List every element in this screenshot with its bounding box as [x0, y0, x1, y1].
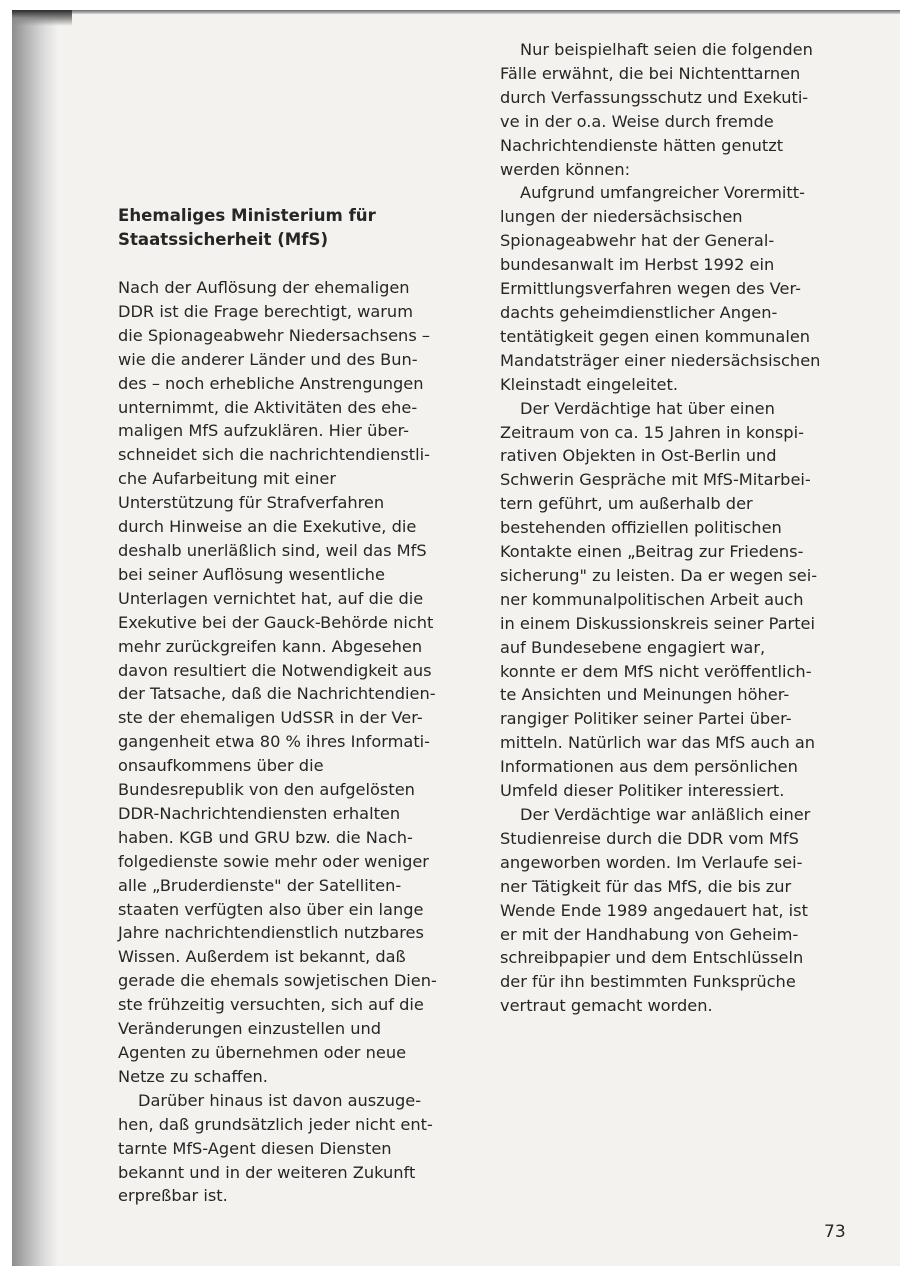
text-line: Veränderungen einzustellen und — [118, 1019, 382, 1039]
text-line: haben. KGB und GRU bzw. die Nach- — [118, 827, 413, 847]
text-line: Der Verdächtige war anläßlich einer — [520, 805, 811, 824]
text-line: er mit der Handhabung von Geheim- — [500, 924, 799, 944]
text-line: bei seiner Auflösung wesentliche — [118, 564, 385, 584]
text-line: Exekutive bei der Gauck-Behörde nicht — [118, 612, 434, 632]
text-line: tentätigkeit gegen einen kommunalen — [500, 326, 811, 346]
paragraph — [500, 397, 850, 803]
page-number: 73 — [824, 1222, 846, 1242]
text-line: Agenten zu übernehmen oder neue — [118, 1043, 407, 1062]
text-line: vertraut gemacht worden. — [500, 996, 713, 1016]
text-line: deshalb unerläßlich sind, weil das MfS — [118, 540, 427, 560]
paragraph — [500, 38, 850, 181]
text-line: staaten verfügten also über ein lange — [118, 899, 424, 919]
text-line: bekannt und in der weiteren Zukunft — [118, 1162, 416, 1182]
text-line: Informationen aus dem persönlichen — [500, 757, 798, 777]
section-heading — [118, 204, 376, 252]
paragraph — [500, 803, 850, 1018]
text-line: Wissen. Außerdem ist bekannt, daß — [118, 947, 406, 967]
text-line: auf Bundesebene engagiert war, — [500, 637, 766, 657]
text-line: lungen der niedersächsischen — [500, 207, 743, 227]
text-line: bundesanwalt im Herbst 1992 ein — [500, 255, 775, 275]
text-line: Unterlagen vernichtet hat, auf die die — [118, 588, 424, 608]
text-line: gerade die ehemals sowjetischen Dien- — [118, 971, 437, 991]
text-line: Unterstützung für Strafverfahren — [118, 493, 385, 513]
text-line: bestehenden offiziellen politischen — [500, 518, 782, 538]
text-line: Spionageabwehr hat der General- — [500, 231, 775, 251]
text-line: der Tatsache, daß die Nachrichtendien- — [118, 684, 436, 704]
text-line: DDR ist die Frage berechtigt, warum — [118, 301, 413, 321]
text-line: Netze zu schaffen. — [118, 1066, 268, 1086]
text-line: mehr zurückgreifen kann. Abgesehen — [118, 636, 423, 656]
text-line: Studienreise durch die DDR vom MfS — [500, 828, 799, 848]
text-line: sicherung" zu leisten. Da er wegen sei- — [500, 565, 818, 585]
text-line: davon resultiert die Notwendigkeit aus — [118, 660, 432, 680]
text-line: die Spionageabwehr Niedersachsens – — [118, 325, 430, 345]
text-line: ste frühzeitig versuchten, sich auf die — [118, 995, 424, 1015]
text-line: wie die anderer Länder und des Bun- — [118, 349, 418, 369]
heading-line: Ehemaliges Ministerium für — [118, 206, 376, 225]
text-line: mitteln. Natürlich war das MfS auch an — [500, 733, 816, 753]
text-line: Wende Ende 1989 angedauert hat, ist — [500, 900, 808, 920]
right-text-column — [500, 38, 850, 1018]
text-line: rangiger Politiker seiner Partei über- — [500, 709, 792, 729]
left-text-column — [118, 276, 474, 1208]
text-line: schneidet sich die nachrichtendienstli- — [118, 445, 430, 465]
text-line: ve in der o.a. Weise durch fremde — [500, 111, 774, 131]
paragraph — [500, 181, 850, 396]
paragraph — [118, 276, 474, 1089]
text-line: alle „Bruderdienste" der Satelliten- — [118, 875, 402, 895]
text-line: in einem Diskussionskreis seiner Partei — [500, 613, 816, 633]
page-binding-shadow — [12, 10, 58, 1266]
text-line: Nur beispielhaft seien die folgenden — [520, 40, 813, 59]
text-line: schreibpapier und dem Entschlüsseln — [500, 948, 804, 968]
text-line: rativen Objekten in Ost-Berlin und — [500, 446, 777, 466]
text-line: gangenheit etwa 80 % ihres Informati- — [118, 732, 431, 752]
text-line: Nachrichtendienste hätten genutzt — [500, 135, 784, 155]
text-line: te Ansichten und Meinungen höher- — [500, 685, 790, 705]
text-line: maligen MfS aufzuklären. Hier über- — [118, 421, 410, 441]
text-line: ste der ehemaligen UdSSR in der Ver- — [118, 708, 423, 728]
text-line: Darüber hinaus ist davon auszuge- — [138, 1090, 422, 1110]
paragraph — [118, 1089, 474, 1209]
text-line: des – noch erhebliche Anstrengungen — [118, 373, 424, 393]
text-line: konnte er dem MfS nicht veröffentlich- — [500, 661, 812, 681]
text-line: ner kommunalpolitischen Arbeit auch — [500, 589, 804, 609]
text-line: erpreßbar ist. — [118, 1186, 228, 1206]
text-line: Schwerin Gespräche mit MfS-Mitarbei- — [500, 470, 811, 490]
text-line: Bundesrepublik von den aufgelösten — [118, 780, 415, 800]
heading-line: Staatssicherheit (MfS) — [118, 230, 329, 249]
text-line: durch Verfassungsschutz und Exekuti- — [500, 87, 809, 107]
text-line: DDR-Nachrichtendiensten erhalten — [118, 803, 401, 823]
page-corner-shadow — [12, 10, 72, 26]
page-top-edge — [12, 10, 900, 14]
text-line: Kontakte einen „Beitrag zur Friedens- — [500, 542, 804, 562]
text-line: Fälle erwähnt, die bei Nichtenttarnen — [500, 63, 801, 83]
text-line: unternimmt, die Aktivitäten des ehe- — [118, 397, 418, 417]
text-line: Nach der Auflösung der ehemaligen — [118, 278, 410, 297]
text-line: Umfeld dieser Politiker interessiert. — [500, 781, 785, 801]
text-line: onsaufkommens über die — [118, 756, 324, 776]
text-line: Zeitraum von ca. 15 Jahren in konspi- — [500, 422, 804, 442]
text-line: ner Tätigkeit für das MfS, die bis zur — [500, 876, 792, 896]
text-line: che Aufarbeitung mit einer — [118, 469, 336, 489]
text-line: Kleinstadt eingeleitet. — [500, 374, 678, 394]
text-line: durch Hinweise an die Exekutive, die — [118, 517, 417, 537]
text-line: angeworben worden. Im Verlaufe sei- — [500, 852, 803, 872]
text-line: Der Verdächtige hat über einen — [520, 398, 775, 418]
text-line: Ermittlungsverfahren wegen des Ver- — [500, 279, 801, 299]
text-line: werden können: — [500, 159, 631, 179]
text-line: folgedienste sowie mehr oder weniger — [118, 851, 429, 871]
text-line: tarnte MfS-Agent diesen Diensten — [118, 1138, 392, 1158]
text-line: hen, daß grundsätzlich jeder nicht ent- — [118, 1114, 433, 1134]
text-line: Aufgrund umfangreicher Vorermitt- — [520, 183, 805, 203]
text-line: der für ihn bestimmten Funksprüche — [500, 972, 796, 992]
text-line: Jahre nachrichtendienstlich nutzbares — [118, 923, 424, 943]
text-line: tern geführt, um außerhalb der — [500, 494, 753, 514]
text-line: dachts geheimdienstlicher Angen- — [500, 302, 778, 322]
text-line: Mandatsträger einer niedersächsischen — [500, 350, 821, 370]
